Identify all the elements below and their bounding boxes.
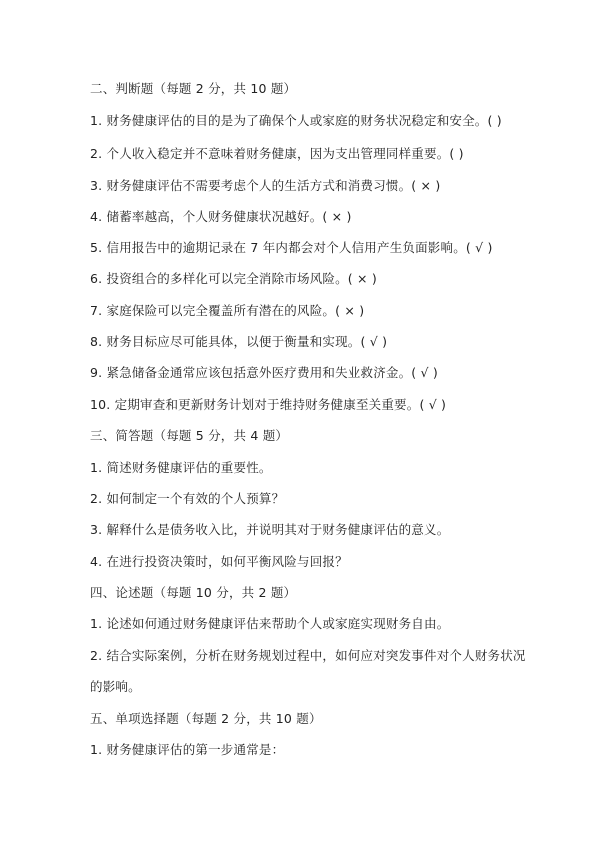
judge-item-10: 10. 定期审查和更新财务计划对于维持财务健康至关重要。( √ ) xyxy=(90,397,447,412)
judge-item-3: 3. 财务健康评估不需要考虑个人的生活方式和消费习惯。( × ) xyxy=(90,178,441,193)
short-item-4: 4. 在进行投资决策时，如何平衡风险与回报？ xyxy=(90,554,348,569)
judge-item-9: 9. 紧急储备金通常应该包括意外医疗费用和失业救济金。( √ ) xyxy=(90,365,438,380)
judge-item-1: 1. 财务健康评估的目的是为了确保个人或家庭的财务状况稳定和安全。( ) xyxy=(90,113,502,128)
section-heading-essay: 四、论述题（每题 10 分，共 2 题） xyxy=(90,585,297,600)
short-item-3: 3. 解释什么是债务收入比，并说明其对于财务健康评估的意义。 xyxy=(90,522,450,537)
section-heading-short: 三、简答题（每题 5 分，共 4 题） xyxy=(90,428,289,443)
short-item-1: 1. 简述财务健康评估的重要性。 xyxy=(90,460,272,475)
essay-item-1: 1. 论述如何通过财务健康评估来帮助个人或家庭实现财务自由。 xyxy=(90,616,450,631)
judge-item-2: 2. 个人收入稳定并不意味着财务健康，因为支出管理同样重要。( ) xyxy=(90,146,464,161)
essay-item-2: 2. 结合实际案例，分析在财务规划过程中，如何应对突发事件对个人财务状况 xyxy=(90,648,526,663)
section-heading-judge: 二、判断题（每题 2 分，共 10 题） xyxy=(90,81,297,96)
judge-item-5: 5. 信用报告中的逾期记录在 7 年内都会对个人信用产生负面影响。( √ ) xyxy=(90,240,493,255)
essay-item-2-continued: 的影响。 xyxy=(90,679,141,694)
single-choice-item-1: 1. 财务健康评估的第一步通常是： xyxy=(90,742,285,757)
judge-item-7: 7. 家庭保险可以完全覆盖所有潜在的风险。( × ) xyxy=(90,303,365,318)
section-heading-single-choice: 五、单项选择题（每题 2 分，共 10 题） xyxy=(90,711,322,726)
judge-item-6: 6. 投资组合的多样化可以完全消除市场风险。( × ) xyxy=(90,271,377,286)
short-item-2: 2. 如何制定一个有效的个人预算？ xyxy=(90,491,285,506)
judge-item-4: 4. 储蓄率越高，个人财务健康状况越好。( × ) xyxy=(90,209,352,224)
judge-item-8: 8. 财务目标应尽可能具体，以便于衡量和实现。( √ ) xyxy=(90,334,388,349)
